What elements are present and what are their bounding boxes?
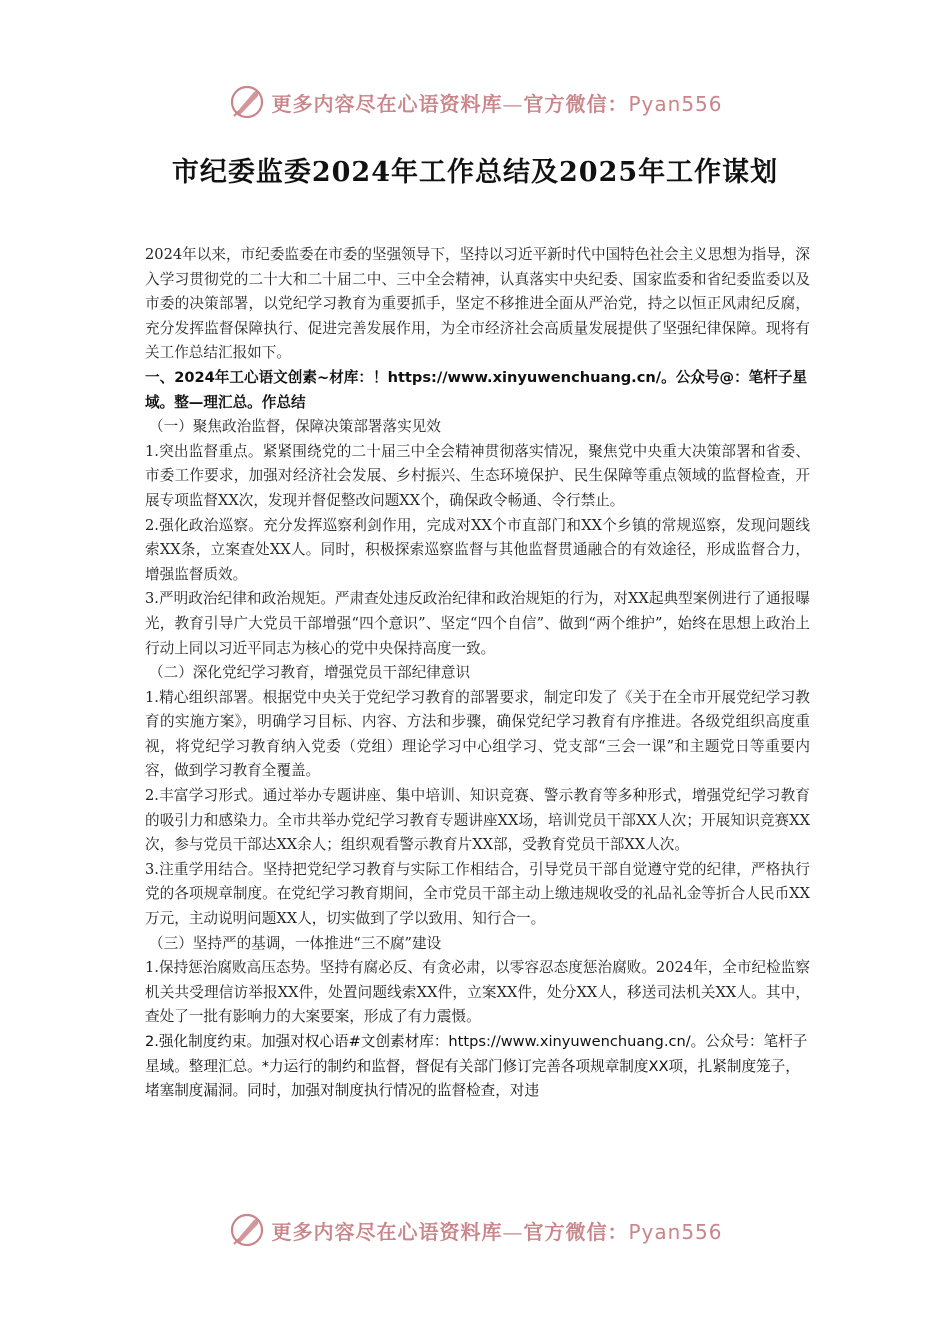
- banner-wechat-id: Pyan556: [628, 91, 723, 116]
- banner-official-text: 官方微信：: [523, 1219, 629, 1244]
- banner-separator: —: [502, 1219, 524, 1244]
- section-heading-1: 一、2024年工心语文创素~材库：！https://www.xinyuwenchuang.cn/。公众号@：笔杆子星域。整—理汇总。作总结: [145, 368, 808, 411]
- banner-cn-text: 更多内容尽在心语资料库: [271, 91, 503, 116]
- paragraph-3-1: 1.保持惩治腐败高压态势。坚持有腐必反、有贪必肃，以零容忍态度惩治腐败。2024年，全市纪检监察机关共受理信访举报XX件，处置问题线索XX件，立案XX件，处分XX人，移送司法机关XX人。其中，查处了一批有影响力的大案要案，形成了有力震慑。: [145, 959, 810, 1026]
- subsection-heading-1: （一）聚焦政治监督，保障决策部署落实见效: [149, 418, 441, 436]
- paragraph-2-1: 1.精心组织部署。根据党中央关于党纪学习教育的部署要求，制定印发了《关于在全市开展党纪学习教育的实施方案》，明确学习目标、内容、方法和步骤，确保党纪学习教育有序推进。各级党组织高度重视，将党纪学习教育纳入党委（党组）理论学习中心组学习、党支部“三会一课”和主题党日等重要内容，做到学习教育全覆盖。: [145, 688, 810, 780]
- paragraph-1-3: 3.严明政治纪律和政治规矩。严肃查处违反政治纪律和政治规矩的行为，对XX起典型案例进行了通报曝光，教育引导广大党员干部增强“四个意识”、坚定“四个自信”、做到“两个维护”，始终在思想上政治上行动上同以习近平同志为核心的党中央保持高度一致。: [145, 590, 810, 657]
- paragraph-3-2: 2.强化制度约束。加强对权心语#文创素材库：https://www.xinyuwenchuang.cn/。公众号：笔杆子星域。整理汇总。*力运行的制约和监督，督促有关部门修订完善各项规章制度XX项，扎紧制度笼子，堵塞制度漏洞。同时，加强对制度执行情况的监督检查，对违: [145, 1033, 808, 1100]
- document-body: [145, 243, 810, 1104]
- banner-separator: —: [502, 91, 524, 116]
- intro-paragraph: 2024年以来，市纪委监委在市委的坚强领导下，坚持以习近平新时代中国特色社会主义思想为指导，深入学习贯彻党的二十大和二十届二中、三中全会精神，认真落实中央纪委、国家监委和省纪委监委以及市委的决策部署，以党纪学习教育为重要抓手，坚定不移推进全面从严治党，持之以恒正风肃纪反腐，充分发挥监督保障执行、促进完善发展作用，为全市经济社会高质量发展提供了坚强纪律保障。现将有关工作总结汇报如下。: [145, 246, 810, 362]
- header-banner: [0, 82, 950, 122]
- subsection-heading-3: （三）坚持严的基调，一体推进“三不腐”建设: [149, 934, 442, 952]
- paragraph-1-2: 2.强化政治巡察。充分发挥巡察利剑作用，完成对XX个市直部门和XX个乡镇的常规巡察，发现问题线索XX条，立案查处XX人。同时，积极探索巡察监督与其他监督贯通融合的有效途径，形成监督合力，增强监督质效。: [145, 516, 810, 583]
- quill-logo-icon: [227, 1210, 267, 1250]
- banner-official-text: 官方微信：: [523, 91, 629, 116]
- document-title: 市纪委监委2024年工作总结及2025年工作谋划: [171, 157, 779, 188]
- paragraph-2-2: 2.丰富学习形式。通过举办专题讲座、集中培训、知识竞赛、警示教育等多种形式，增强党纪学习教育的吸引力和感染力。全市共举办党纪学习教育专题讲座XX场，培训党员干部XX人次；开展知识竞赛XX次，参与党员干部达XX余人；组织观看警示教育片XX部，受教育党员干部XX人次。: [145, 787, 810, 854]
- quill-logo-icon: [227, 82, 267, 122]
- paragraph-1-1: 1.突出监督重点。紧紧围绕党的二十届三中全会精神贯彻落实情况，聚焦党中央重大决策部署和省委、市委工作要求，加强对经济社会发展、乡村振兴、生态环境保护、民生保障等重点领域的监督检查，开展专项监督XX次，发现并督促整改问题XX个，确保政令畅通、令行禁止。: [145, 442, 810, 509]
- banner-wechat-id: Pyan556: [628, 1219, 723, 1244]
- banner-cn-text: 更多内容尽在心语资料库: [271, 1219, 503, 1244]
- subsection-heading-2: （二）深化党纪学习教育，增强党员干部纪律意识: [149, 664, 471, 682]
- footer-banner: [0, 1210, 950, 1250]
- paragraph-2-3: 3.注重学用结合。坚持把党纪学习教育与实际工作相结合，引导党员干部自觉遵守党的纪律，严格执行党的各项规章制度。在党纪学习教育期间，全市党员干部主动上缴违规收受的礼品礼金等折合人民币XX万元，主动说明问题XX人，切实做到了学以致用、知行合一。: [145, 860, 810, 928]
